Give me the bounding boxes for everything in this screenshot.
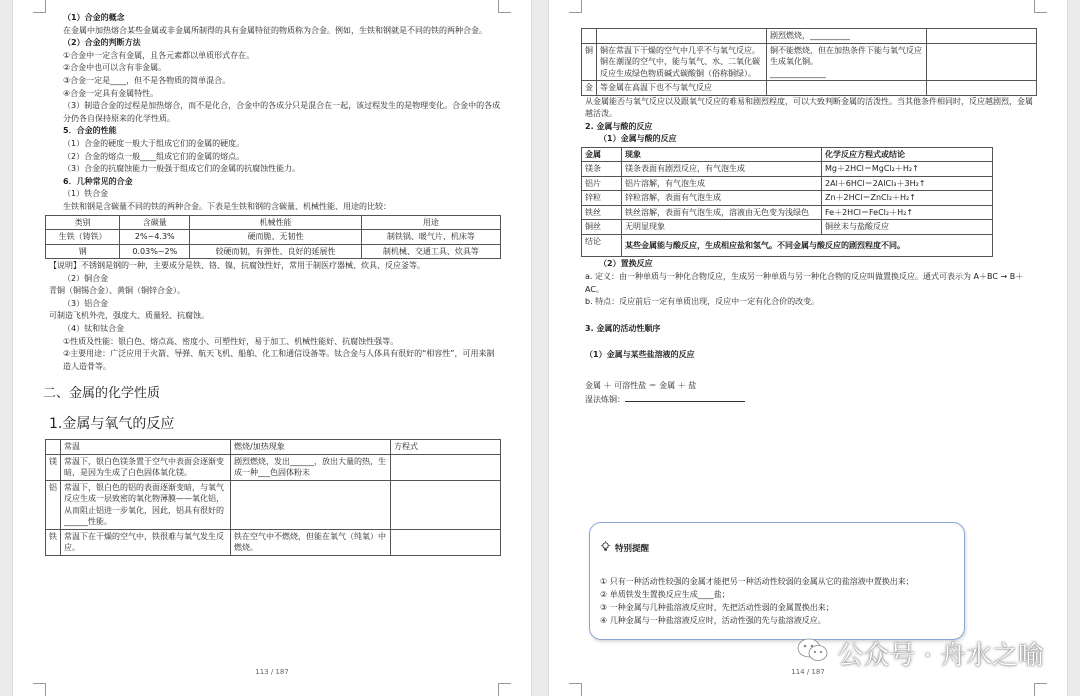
table-cell xyxy=(582,29,597,44)
oxygen-reaction-table xyxy=(45,439,501,556)
paragraph: 从金属能否与氧气反应以及跟氧气反应的难易和剧烈程度，可以大致判断金属的活泼性。当其他条件相同时，反应越剧烈，金属越活泼。 xyxy=(585,96,1033,119)
heading: （1）合金的概念 xyxy=(63,13,125,22)
table-cell: 铜 xyxy=(582,43,597,81)
table-row xyxy=(582,234,993,257)
table-header: 用途 xyxy=(361,215,500,230)
page-left-content xyxy=(43,12,501,556)
list-item: ②主要用途：广泛应用于火箭、导弹、航天飞机、船舶、化工和通信设备等。钛合金与人体具有很好的“相容性”，可用来制造人造骨等。 xyxy=(63,349,495,371)
table-cell: 铜丝未与盐酸反应 xyxy=(822,220,993,235)
table-cell xyxy=(927,43,1037,81)
heading: 5．合金的性能 xyxy=(63,126,117,136)
table-row xyxy=(582,205,993,220)
list-item: ③合金一定是____，但不是各物质的简单混合。 xyxy=(63,75,231,85)
section-heading: 二、金属的化学性质 xyxy=(43,386,161,402)
section-subheading: 1.金属与氧气的反应 xyxy=(49,416,175,433)
tip-header xyxy=(600,541,954,557)
table-header: 含碳量 xyxy=(120,215,190,230)
page-corner-mark xyxy=(569,683,582,696)
table-cell: 常温下在干燥的空气中，铁很难与氧气发生反应。 xyxy=(61,529,231,555)
document-page-right xyxy=(548,0,1068,696)
table-header: 常温 xyxy=(61,440,231,455)
table-cell: Zn＋2HCl＝ZnCl₂＋H₂↑ xyxy=(822,191,993,206)
paragraph xyxy=(585,393,1037,407)
subheading: （4）钛和钛合金 xyxy=(63,323,125,333)
table-cell: 剧烈燃烧，发出______，放出大量的热，生成一种___色固体粉末 xyxy=(231,454,391,480)
table-cell: 结论 xyxy=(582,234,622,257)
table-cell xyxy=(231,480,391,529)
answer-blank xyxy=(625,393,745,402)
table-cell: 制铁锅、暖气片、机床等 xyxy=(361,230,500,245)
table-header xyxy=(46,440,61,455)
table-row xyxy=(582,43,1037,81)
page-corner-mark xyxy=(33,0,46,13)
table-header: 类别 xyxy=(46,215,120,230)
heading: 2. 金属与酸的反应 xyxy=(585,121,653,131)
table-row xyxy=(582,220,993,235)
list-item: ④合金一定具有金属特性。 xyxy=(63,88,159,98)
page-number: 113 / 187 xyxy=(255,668,289,676)
table-cell: 铜丝 xyxy=(582,220,622,235)
table-cell: 生铁（铸铁） xyxy=(46,230,120,245)
table-row xyxy=(46,529,501,555)
paragraph: 可制造飞机外壳，强度大、质量轻、抗腐蚀。 xyxy=(49,311,209,321)
table-cell: 锌粒 xyxy=(582,191,622,206)
subheading: （2）置换反应 xyxy=(599,259,653,269)
list-item: （1）合金的硬度一般大于组成它们的金属的硬度。 xyxy=(63,138,245,148)
table-row xyxy=(46,230,501,245)
subheading: （1）铁合金 xyxy=(63,189,109,199)
table-cell: 较硬而韧，有弹性、良好的延展性 xyxy=(190,244,362,259)
table-cell: 铁丝 xyxy=(582,205,622,220)
page-number: 114 / 187 xyxy=(791,668,825,676)
table-header: 燃烧/加热现象 xyxy=(231,440,391,455)
table-cell: 某些金属能与酸反应，生成相应盐和氢气。不同金属与酸反应的剧烈程度不同。 xyxy=(622,234,993,257)
table-cell: 铜不能燃烧，但在加热条件下能与氧气反应生成氧化铜。 ______________ xyxy=(767,43,927,81)
table-cell xyxy=(597,29,767,44)
list-item: ④ 几种金属与一种盐溶液反应时，活动性强的先与盐溶液反应。 xyxy=(600,616,826,625)
heading: （2）合金的判断方法 xyxy=(63,38,141,48)
heading: 6．几种常见的合金 xyxy=(63,176,133,186)
table-cell: 铁丝溶解，表面有气泡生成，溶液由无色变为浅绿色 xyxy=(622,205,822,220)
special-reminder-box xyxy=(589,522,965,640)
table-cell: 2Al＋6HCl＝2AlCl₃＋3H₂↑ xyxy=(822,176,993,191)
table-row xyxy=(582,81,1037,96)
table-cell: Fe＋2HCl＝FeCl₂＋H₂↑ xyxy=(822,205,993,220)
table-cell: 硬而脆、无韧性 xyxy=(190,230,362,245)
page-corner-mark xyxy=(33,683,46,696)
table-cell: 铜在常温下干燥的空气中几乎不与氧气反应。 铜在潮湿的空气中，能与氧气、水、二氧化碳反应生成绿色物质碱式碳酸铜（俗称铜绿）。 xyxy=(597,43,767,81)
table-cell: 无明显现象 xyxy=(622,220,822,235)
list-item: （2）合金的熔点一般____组成它们的金属的熔点。 xyxy=(63,151,245,161)
table-cell: 镁 xyxy=(46,454,61,480)
heading: 3. 金属的活动性顺序 xyxy=(585,323,661,333)
table-cell: 铁 xyxy=(46,529,61,555)
wechat-watermark xyxy=(797,635,1044,672)
paragraph: b. 特点：反应前后一定有单质出现，反应中一定有化合价的改变。 xyxy=(585,297,820,307)
table-cell: 镁条 xyxy=(582,162,622,177)
table-cell xyxy=(927,29,1037,44)
table-cell xyxy=(927,81,1037,96)
table-row xyxy=(582,176,993,191)
table-header: 化学反应方程式或结论 xyxy=(822,147,993,162)
list-item: ③ 一种金属与几种盐溶液反应时，先把活动性弱的金属置换出来； xyxy=(600,603,834,612)
table-header: 方程式 xyxy=(391,440,501,455)
subheading: （1）金属与某些盐溶液的反应 xyxy=(585,350,695,360)
table-cell: 制机械、交通工具、炊具等 xyxy=(361,244,500,259)
paragraph: （3）制造合金的过程是加热熔合，而不是化合，合金中的各成分只是混合在一起，该过程发生的是物理变化。合金中的各成分仍各自保持原来的化学性质。 xyxy=(63,101,501,123)
tip-title: 特别提醒 xyxy=(615,543,650,554)
table-cell xyxy=(391,480,501,529)
paragraph: 在金属中加热熔合某些金属或非金属所制得的具有金属特征的物质称为合金。例如，生铁和钢就是不同的铁的两种合金。 xyxy=(63,25,487,35)
list-item: ①性质及性能：银白色、熔点高、密度小、可塑性好，易于加工、机械性能好、抗腐蚀性强等。 xyxy=(63,336,399,346)
table-cell: 钢 xyxy=(46,244,120,259)
list-item: ① 只有一种活动性较强的金属才能把另一种活动性较弱的金属从它的盐溶液中置换出来； xyxy=(600,577,914,586)
table-cell: 金 xyxy=(582,81,597,96)
list-item: ①合金中一定含有金属，且各元素都以单质形式存在。 xyxy=(63,50,255,60)
list-item: （3）合金的抗腐蚀能力一般强于组成它们的金属的抗腐蚀性能力。 xyxy=(63,164,301,174)
table-cell: 2%~4.3% xyxy=(120,230,190,245)
note-paragraph: 【说明】不锈钢是钢的一种，主要成分是铁、铬、镍，抗腐蚀性好，常用于制医疗器械、炊具、反应釜等。 xyxy=(49,261,425,270)
subheading: （2）铜合金 xyxy=(63,273,109,283)
table-row xyxy=(46,480,501,529)
subheading: （1）金属与酸的反应 xyxy=(599,134,677,144)
wechat-icon xyxy=(797,637,829,670)
table-cell xyxy=(391,529,501,555)
document-page-left xyxy=(12,0,532,696)
table-cell xyxy=(391,454,501,480)
table-cell: 剧烈燃烧，__________ xyxy=(767,29,927,44)
table-header: 机械性能 xyxy=(190,215,362,230)
watermark-text: 公众号 · 舟水之喻 xyxy=(837,641,1044,671)
alloy-comparison-table xyxy=(45,215,501,260)
oxygen-reaction-table-continued xyxy=(581,28,1037,96)
page-corner-mark xyxy=(1034,683,1047,696)
table-row xyxy=(582,29,1037,44)
table-row xyxy=(582,162,993,177)
table-cell: 锌粒溶解，表面有气泡生成 xyxy=(622,191,822,206)
table-header: 金属 xyxy=(582,147,622,162)
table-cell: Mg＋2HCl＝MgCl₂＋H₂↑ xyxy=(822,162,993,177)
paragraph: 青铜（铜锡合金）、黄铜（铜锌合金）。 xyxy=(49,286,185,296)
table-header: 现象 xyxy=(622,147,822,162)
list-item: ②合金中也可以含有非金属。 xyxy=(63,63,167,73)
table-cell: 铝 xyxy=(46,480,61,529)
page-corner-mark xyxy=(1034,0,1047,13)
page-corner-mark xyxy=(498,683,511,696)
table-cell xyxy=(767,81,927,96)
table-row xyxy=(46,244,501,259)
table-cell: 等金属在高温下也不与氧气反应 xyxy=(597,81,767,96)
label: 湿法炼铜： xyxy=(585,394,625,404)
formula: 金属 ＋ 可溶性盐 ＝ 金属 ＋ 盐 xyxy=(585,380,697,390)
paragraph: a. 定义：由一种单质与一种化合物反应，生成另一种单质与另一种化合物的反应叫做置换反应。通式可表示为 A＋BC → B＋AC。 xyxy=(585,271,1024,294)
acid-reaction-table xyxy=(581,147,993,258)
table-cell: 0.03%~2% xyxy=(120,244,190,259)
table-cell: 镁条表面有剧烈反应，有气泡生成 xyxy=(622,162,822,177)
table-cell: 铁在空气中不燃烧，但能在氧气（纯氧）中燃烧。 xyxy=(231,529,391,555)
lightbulb-icon xyxy=(600,541,611,557)
list-item: ② 单质铁发生置换反应生成____盐； xyxy=(600,590,730,599)
page-corner-mark xyxy=(569,0,582,13)
table-cell: 常温下，银白色的铝的表面逐渐变暗，与氧气反应生成一层致密的氧化物薄膜——氧化铝，从而阻止铝进一步氧化，因此，铝具有很好的______性能。 xyxy=(61,480,231,529)
table-row xyxy=(46,454,501,480)
table-cell: 铝片 xyxy=(582,176,622,191)
table-cell: 铝片溶解，有气泡生成 xyxy=(622,176,822,191)
paragraph: 生铁和钢是含碳量不同的铁的两种合金。下表是生铁和钢的含碳量、机械性能、用途的比较： xyxy=(63,201,391,211)
table-row xyxy=(582,191,993,206)
subheading: （3）铝合金 xyxy=(63,298,109,308)
table-cell: 常温下，银白色镁条置于空气中表面会逐渐变暗，是因为生成了白色固体氧化镁。 xyxy=(61,454,231,480)
page-right-content xyxy=(585,28,1037,406)
